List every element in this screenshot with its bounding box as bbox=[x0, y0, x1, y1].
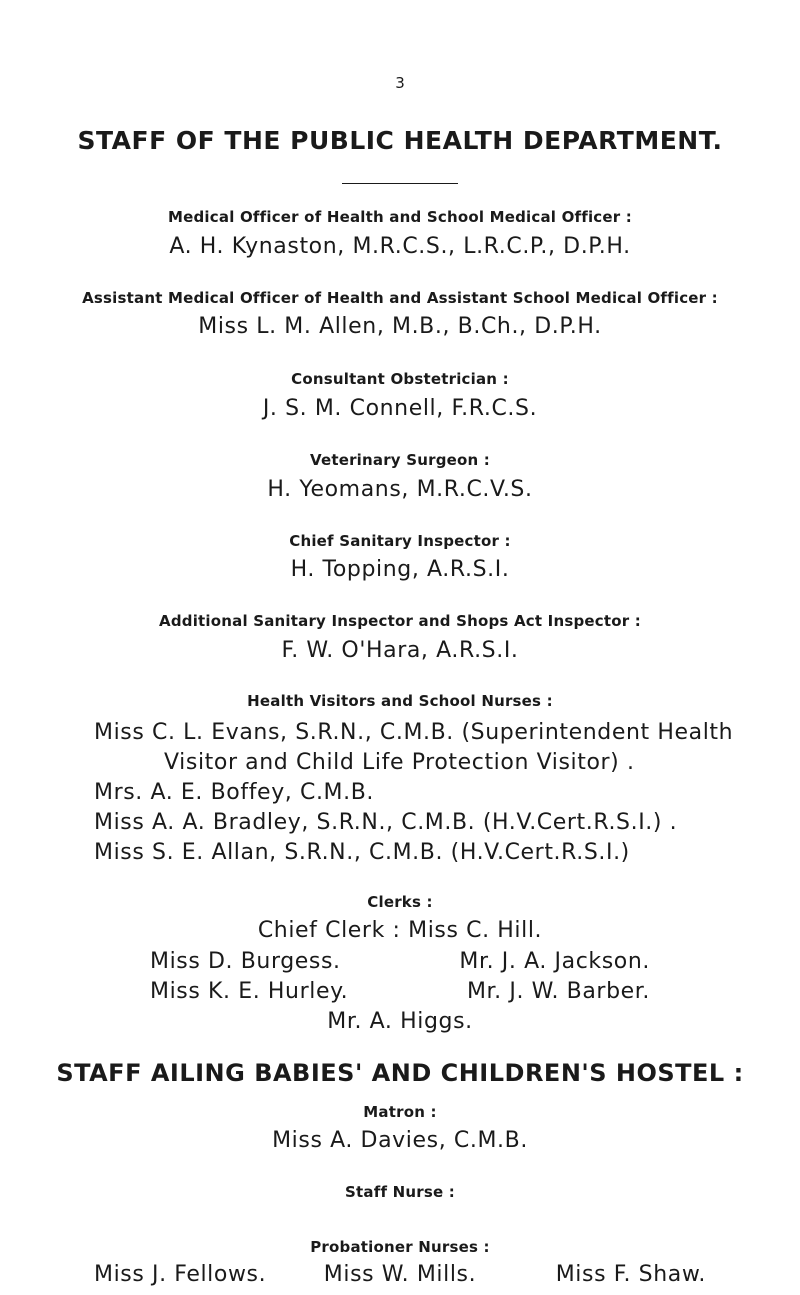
nurse-entry-line: Miss C. L. Evans, S.R.N., C.M.B. (Superintendent Health bbox=[94, 720, 734, 745]
page-title: STAFF OF THE PUBLIC HEALTH DEPARTMENT. bbox=[77, 126, 723, 155]
probationer-shaw: Miss F. Shaw. bbox=[555, 1262, 706, 1287]
hostel-title: STAFF AILING BABIES' AND CHILDREN'S HOSTEL : bbox=[56, 1059, 744, 1087]
clerk-higgs: Mr. A. Higgs. bbox=[327, 1009, 473, 1034]
clerk-barber: Mr. J. W. Barber. bbox=[466, 979, 650, 1004]
nurse-entry-evans bbox=[94, 718, 734, 778]
role-name-moh: A. H. Kynaston, M.R.C.S., L.R.C.P., D.P.H. bbox=[169, 234, 631, 259]
matron-name: Miss A. Davies, C.M.B. bbox=[272, 1128, 528, 1153]
role-name-assistant-moh: Miss L. M. Allen, M.B., B.Ch., D.P.H. bbox=[198, 314, 602, 339]
matron-label: Matron : bbox=[363, 1103, 437, 1121]
role-name-chief-sanitary: H. Topping, A.R.S.I. bbox=[290, 557, 510, 582]
nurse-entry-boffey: Mrs. A. E. Boffey, C.M.B. bbox=[94, 780, 375, 805]
role-name-obstetrician: J. S. M. Connell, F.R.C.S. bbox=[262, 396, 538, 421]
clerk-hurley: Miss K. E. Hurley. bbox=[150, 979, 349, 1004]
page-number: 3 bbox=[395, 74, 405, 92]
probationer-label: Probationer Nurses : bbox=[310, 1238, 490, 1256]
probationer-fellows: Miss J. Fellows. bbox=[94, 1262, 267, 1287]
nurse-entry-bradley: Miss A. A. Bradley, S.R.N., C.M.B. (H.V.Cert.R.S.I.) . bbox=[94, 810, 678, 835]
role-label-chief-sanitary: Chief Sanitary Inspector : bbox=[289, 532, 511, 550]
divider bbox=[342, 183, 458, 184]
role-label-moh: Medical Officer of Health and School Medical Officer : bbox=[168, 208, 632, 226]
clerk-jackson: Mr. J. A. Jackson. bbox=[459, 949, 650, 974]
chief-clerk: Chief Clerk : Miss C. Hill. bbox=[257, 918, 543, 943]
nurse-entry-allan: Miss S. E. Allan, S.R.N., C.M.B. (H.V.Cert.R.S.I.) bbox=[94, 840, 630, 865]
clerks-label: Clerks : bbox=[367, 893, 433, 911]
role-name-veterinary: H. Yeomans, M.R.C.V.S. bbox=[267, 477, 533, 502]
staff-nurse-label: Staff Nurse : bbox=[345, 1183, 455, 1201]
nurse-entry-continuation: Visitor and Child Life Protection Visitor) . bbox=[164, 750, 635, 775]
probationer-mills: Miss W. Mills. bbox=[323, 1262, 477, 1287]
role-label-assistant-moh: Assistant Medical Officer of Health and Assistant School Medical Officer : bbox=[82, 289, 718, 307]
clerk-burgess: Miss D. Burgess. bbox=[150, 949, 341, 974]
role-name-additional-sanitary: F. W. O'Hara, A.R.S.I. bbox=[281, 638, 519, 663]
health-visitors-label: Health Visitors and School Nurses : bbox=[247, 692, 553, 710]
role-label-veterinary: Veterinary Surgeon : bbox=[309, 451, 491, 469]
role-label-additional-sanitary: Additional Sanitary Inspector and Shops Act Inspector : bbox=[159, 612, 641, 630]
role-label-obstetrician: Consultant Obstetrician : bbox=[291, 370, 509, 388]
